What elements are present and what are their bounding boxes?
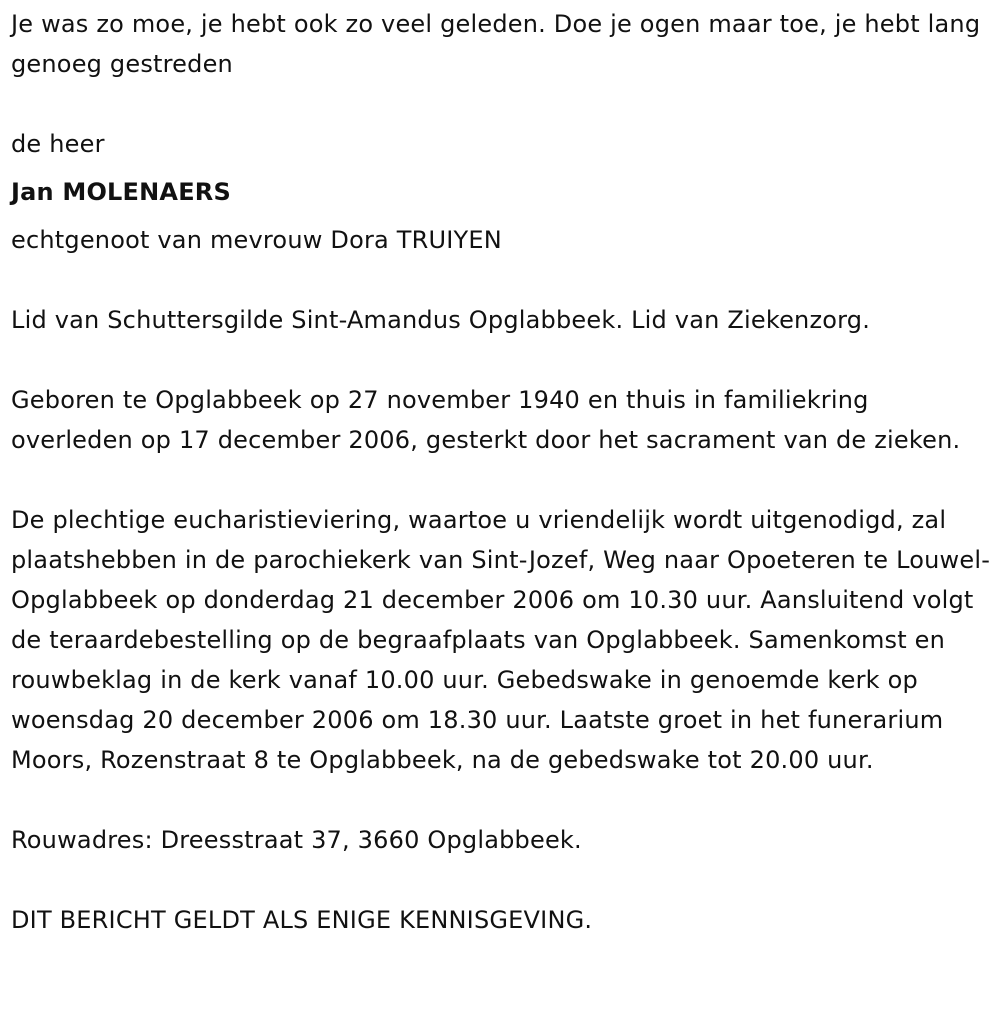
death-notice <box>11 4 991 940</box>
mourning-address: Rouwadres: Dreesstraat 37, 3660 Opglabbeek. <box>11 826 582 854</box>
salutation: de heer <box>11 130 105 158</box>
motto-text: Je was zo moe, je hebt ook zo veel geleden. Doe je ogen maar toe, je hebt lang genoeg gestreden <box>11 10 981 78</box>
memberships-line: Lid van Schuttersgilde Sint-Amandus Opglabbeek. Lid van Ziekenzorg. <box>11 306 871 334</box>
deceased-name: Jan MOLENAERS <box>11 178 231 206</box>
birth-death-paragraph: Geboren te Opglabbeek op 27 november 1940 en thuis in familiekring overleden op 17 december 2006, gesterkt door het sacrament van de zieken. <box>11 386 961 454</box>
ceremony-paragraph: De plechtige eucharistieviering, waartoe u vriendelijk wordt uitgenodigd, zal plaatshebben in de parochiekerk van Sint-Jozef, Weg naar Opoeteren te Louwel-Opglabbeek op donderdag 21 december 2006 om 10.30 uur. Aansluitend volgt de teraardebestelling op de begraafplaats van Opglabbeek. Samenkomst en rouwbeklag in de kerk vanaf 10.00 uur. Gebedswake in genoemde kerk op woensdag 20 december 2006 om 18.30 uur. Laatste groet in het funerarium Moors, Rozenstraat 8 te Opglabbeek, na de gebedswake tot 20.00 uur. <box>11 506 991 774</box>
spouse-line: echtgenoot van mevrouw Dora TRUIYEN <box>11 226 502 254</box>
notice-line: DIT BERICHT GELDT ALS ENIGE KENNISGEVING. <box>11 906 593 934</box>
